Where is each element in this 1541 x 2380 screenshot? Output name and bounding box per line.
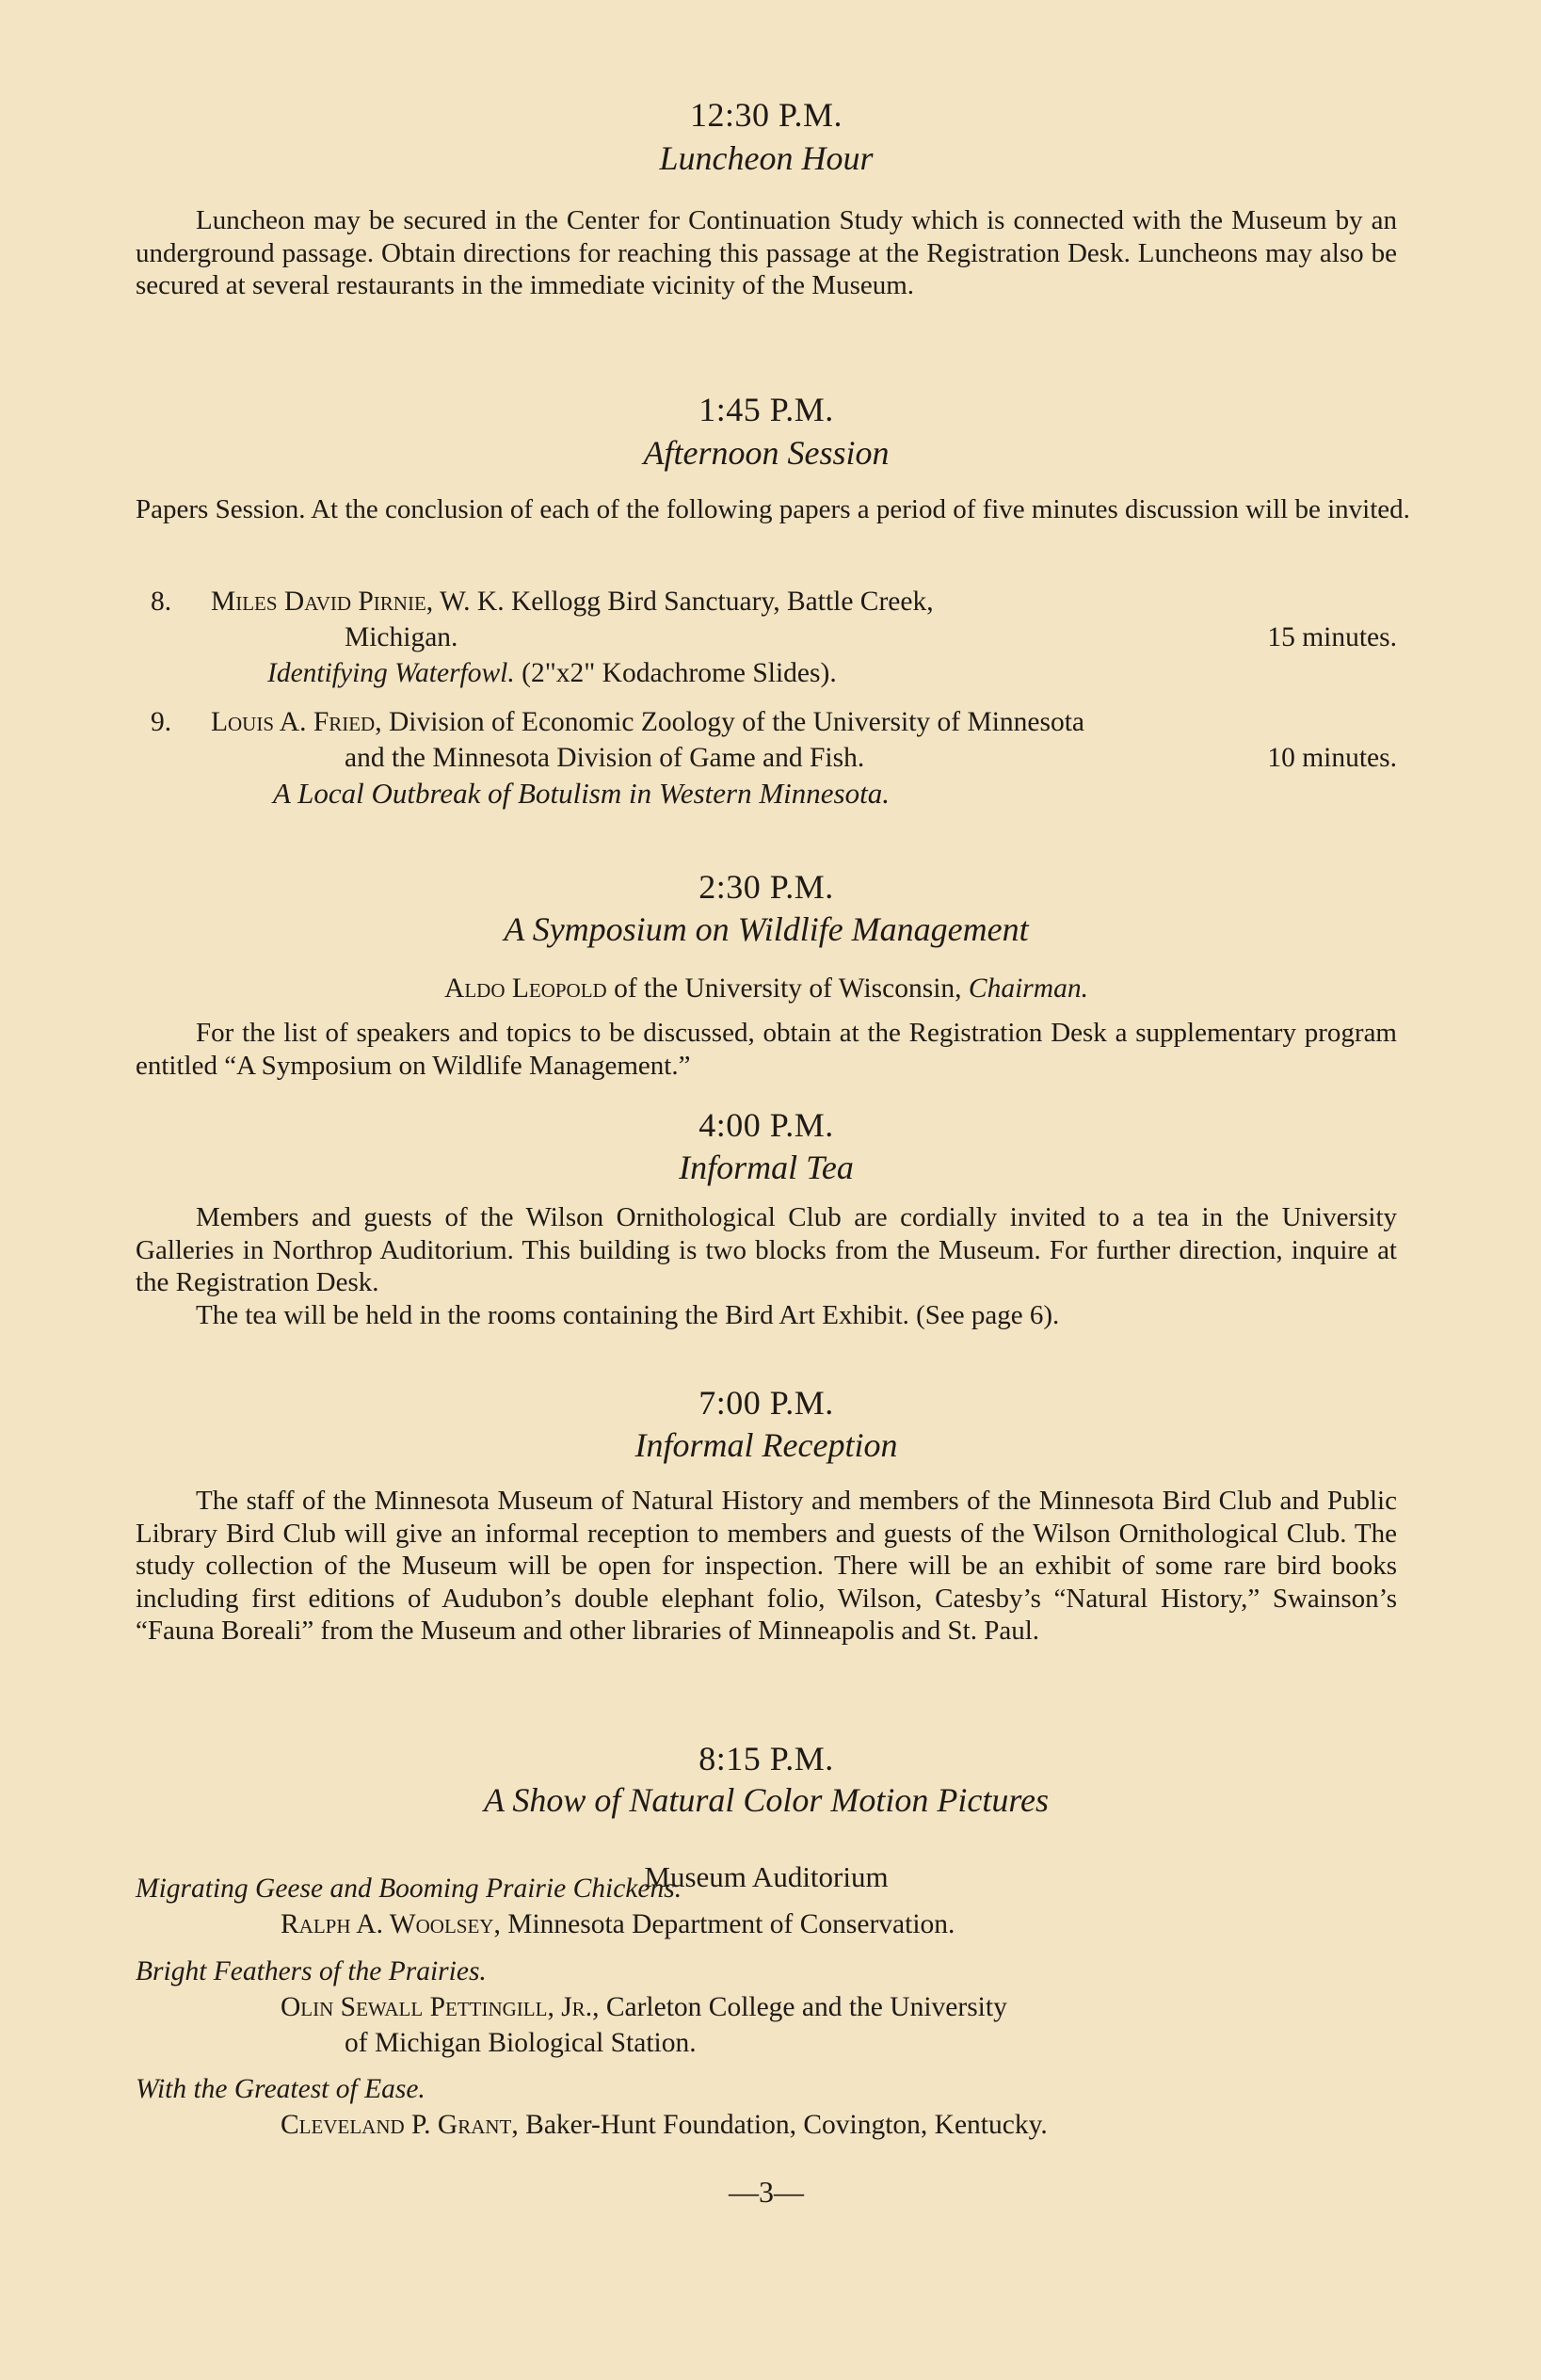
paper-8-note: (2"x2" Kodachrome Slides). [522, 658, 837, 688]
heading-luncheon: Luncheon Hour [659, 139, 874, 177]
film-1-title: Migrating Geese and Booming Prairie Chickens. [136, 1873, 682, 1904]
paper-9 [136, 704, 1397, 812]
tea-paragraph-2: The tea will be held in the rooms containing the Bird Art Exhibit. (See page 6). [196, 1299, 1060, 1330]
papers-session-intro: Papers Session. At the conclusion of each of the following papers a period of five minutes discussion will be invited. [136, 494, 1410, 524]
venue: Museum Auditorium [644, 1860, 889, 1893]
time-1230: 12:30 P.M. [689, 96, 843, 134]
film-3-title: With the Greatest of Ease. [136, 2074, 425, 2104]
heading-motion-pictures: A Show of Natural Color Motion Pictures [483, 1781, 1050, 1819]
film-1-presenter: Ralph A. Woolsey [281, 1909, 494, 1939]
heading-tea: Informal Tea [679, 1149, 854, 1186]
film-2 [136, 1954, 1397, 2061]
symposium-paragraph: For the list of speakers and topics to be discussed, obtain at the Registration Desk a supplementary program entitled “A Symposium on Wildlife Management.” [136, 1018, 1397, 1081]
paper-8-author: Miles David Pirnie [211, 587, 426, 617]
paper-9-affiliation-cont: and the Minnesota Division of Game and Fish. [345, 743, 865, 773]
heading-reception: Informal Reception [634, 1426, 898, 1464]
heading-afternoon: Afternoon Session [643, 434, 890, 472]
time-700: 7:00 P.M. [698, 1384, 834, 1422]
paper-9-title: A Local Outbreak of Botulism in Western Minnesota. [273, 777, 890, 810]
heading-symposium: A Symposium on Wildlife Management [504, 910, 1029, 948]
film-3-affiliation: , Baker-Hunt Foundation, Covington, Kentucky. [511, 2110, 1048, 2140]
time-230: 2:30 P.M. [698, 868, 834, 906]
symposium-chairman [136, 971, 1397, 1006]
film-3-presenter: Cleveland P. Grant [281, 2110, 512, 2140]
chairman-affiliation: of the University of Wisconsin, [606, 973, 969, 1004]
tea-paragraph-1: Members and guests of the Wilson Ornithological Club are cordially invited to a tea in the University Galleries in Northrop Auditorium. This building is two blocks from the Museum. For further direction, inquire at the Registration Desk. [136, 1202, 1397, 1297]
film-2-affiliation-cont: of Michigan Biological Station. [345, 2028, 697, 2058]
film-2-presenter: Olin Sewall Pettingill, Jr. [281, 1992, 593, 2022]
page-number: —3— [729, 2175, 804, 2209]
paper-9-number: 9. [151, 707, 172, 737]
paper-8-title: Identifying Waterfowl. [267, 658, 515, 688]
paper-8 [136, 584, 1397, 691]
chairman-name: Aldo Leopold [444, 973, 607, 1004]
film-1-affiliation: , Minnesota Department of Conservation. [493, 1909, 955, 1939]
reception-paragraph: The staff of the Minnesota Museum of Natural History and members of the Minnesota Bird Club and Public Library Bird Club will give an informal reception to members and guests of the Wilson Ornithological Club. The study collection of the Museum will be open for inspection. There will be an exhibit of some rare bird books including first editions of Audubon’s double elephant folio, Wilson, Catesby’s “Natural History,” Swainson’s “Fauna Boreali” from the Museum and other libraries of Minneapolis and St. Paul. [136, 1486, 1397, 1646]
tea-body [136, 1201, 1397, 1331]
film-2-affiliation: , Carleton College and the University [592, 1992, 1007, 2022]
film-1 [136, 1871, 1397, 1942]
paper-8-duration: 15 minutes. [1267, 622, 1397, 652]
paper-9-duration: 10 minutes. [1267, 743, 1397, 773]
time-400: 4:00 P.M. [698, 1106, 834, 1144]
paper-9-author: Louis A. Fried [211, 707, 376, 737]
paper-8-number: 8. [151, 587, 172, 617]
luncheon-paragraph: Luncheon may be secured in the Center for Continuation Study which is connected with the Museum by an underground passage. Obtain directions for reaching this passage at the Registration Desk. Luncheons may also be secured at several restaurants in the immediate vicinity of the Museum. [136, 205, 1397, 300]
chairman-role: Chairman. [968, 973, 1088, 1004]
paper-8-affiliation: , W. K. Kellogg Bird Sanctuary, Battle Creek, [425, 587, 934, 617]
time-145: 1:45 P.M. [698, 391, 834, 428]
time-815: 8:15 P.M. [698, 1740, 834, 1777]
paper-9-affiliation: , Division of Economic Zoology of the University of Minnesota [375, 707, 1085, 737]
film-2-title: Bright Feathers of the Prairies. [136, 1956, 487, 1986]
film-3 [136, 2071, 1397, 2143]
paper-8-affiliation-cont: Michigan. [345, 622, 458, 652]
